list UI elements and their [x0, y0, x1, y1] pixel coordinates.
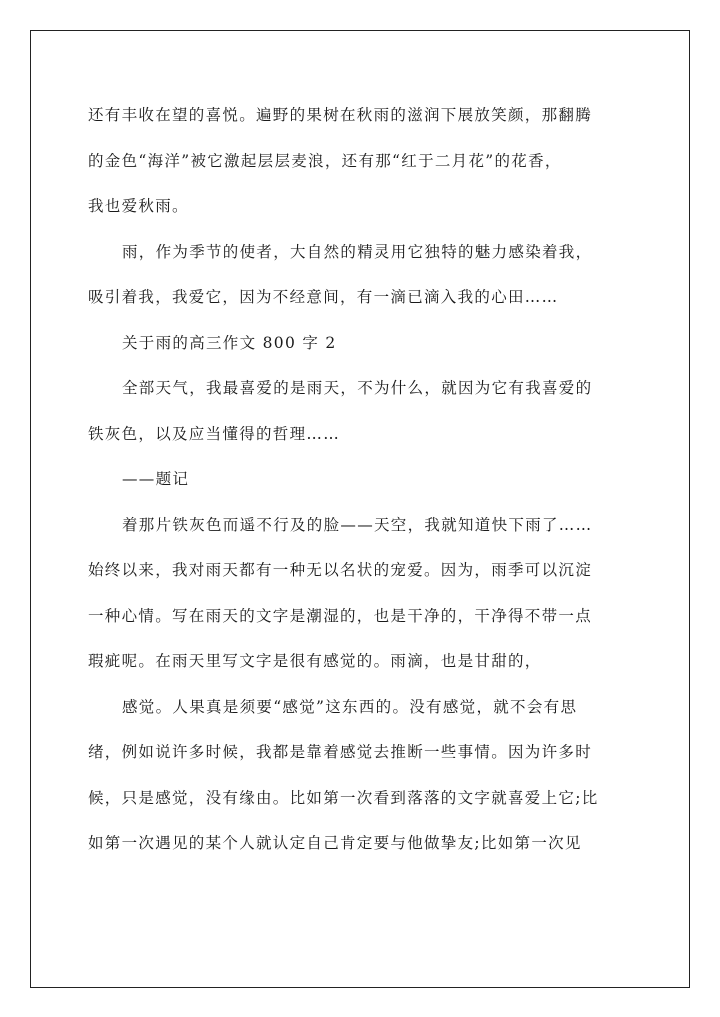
text-line: 全部天气，我最喜爱的是雨天，不为什么，就因为它有我喜爱的	[122, 379, 593, 397]
text-line: 着那片铁灰色而遥不行及的脸——天空，我就知道快下雨了……	[122, 515, 593, 534]
text-line: 如第一次遇见的某个人就认定自己肯定要与他做挚友;比如第一次见	[88, 834, 582, 852]
text-line: 我也爱秋雨。	[88, 197, 189, 215]
text-line: 瑕疵呢。在雨天里写文字是很有感觉的。雨滴，也是甘甜的，	[88, 652, 542, 670]
epigraph-attribution: ——题记	[122, 470, 190, 488]
text-line: 始终以来，我对雨天都有一种无以名状的宠爱。因为，雨季可以沉淀	[88, 561, 593, 579]
text-line: 铁灰色，以及应当懂得的哲理……	[88, 424, 341, 443]
text-line: 还有丰收在望的喜悦。遍野的果树在秋雨的滋润下展放笑颜，那翻腾	[88, 106, 593, 124]
text-line: 感觉。人果真是须要“感觉”这东西的。没有感觉，就不会有思	[122, 697, 578, 716]
section-heading: 关于雨的高三作文 800 字 2	[122, 333, 337, 352]
text-line: 雨，作为季节的使者，大自然的精灵用它独特的魅力感染着我，	[122, 242, 593, 261]
text-line: 的金色“海洋”被它激起层层麦浪，还有那“红于二月花”的花香，	[88, 151, 562, 170]
text-line: 吸引着我，我爱它，因为不经意间，有一滴已滴入我的心田……	[88, 288, 559, 306]
text-line: 候，只是感觉，没有缘由。比如第一次看到落落的文字就喜爱上它;比	[88, 788, 599, 807]
document-body	[88, 93, 636, 867]
text-line: 绪，例如说许多时候，我都是靠着感觉去推断一些事情。因为许多时	[88, 743, 593, 761]
text-line: 一种心情。写在雨天的文字是潮湿的，也是干净的，干净得不带一点	[88, 606, 593, 625]
